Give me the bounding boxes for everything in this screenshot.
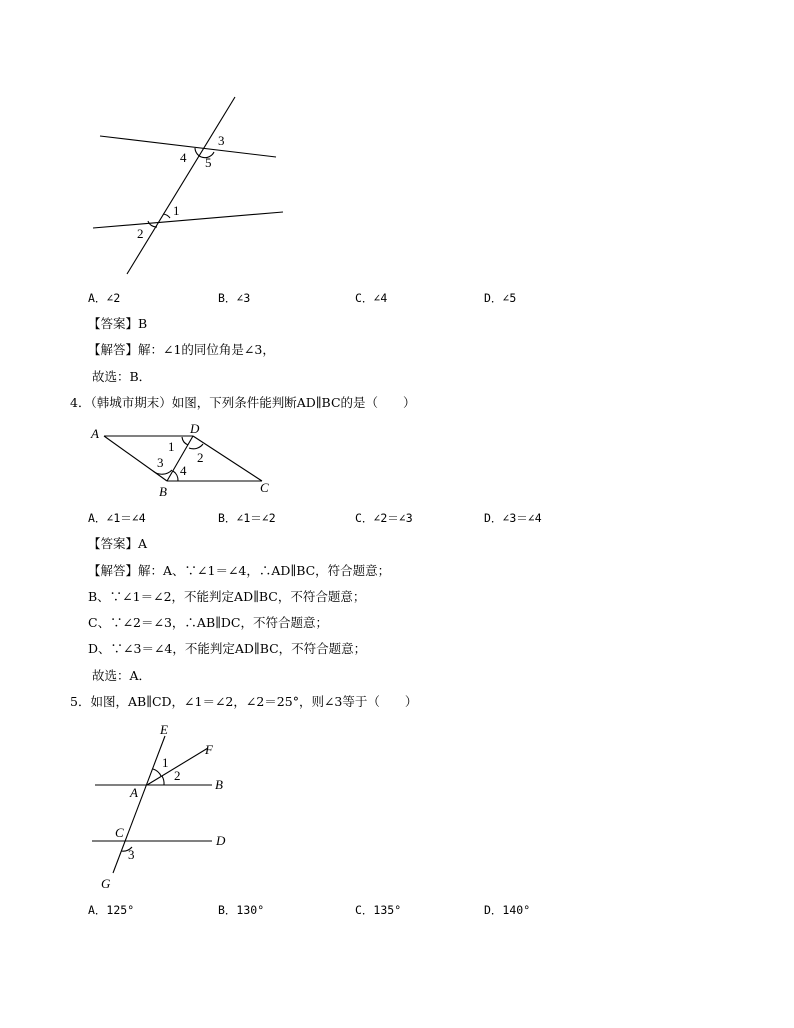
q3-option-d: D．∠5 (484, 291, 517, 305)
q4-analysis-line-3: C、∵∠2＝∠3，∴AB∥DC，不符合题意； (88, 615, 328, 630)
q4-label-b: B (159, 484, 167, 499)
q4-label-3: 3 (157, 455, 164, 470)
q4-question: 4．（韩城市期末）如图，下列条件能判断AD∥BC的是（ ） (70, 395, 416, 410)
q4-label-c: C (260, 480, 269, 495)
q5-label-f: F (205, 742, 213, 757)
q5-label-1: 1 (162, 755, 169, 770)
q5-angle-arc-1 (153, 769, 161, 776)
q4-option-a: A．∠1＝∠4 (88, 511, 146, 525)
q4-label-4: 4 (180, 463, 187, 478)
q5-label-b: B (215, 777, 223, 792)
q3-label-1: 1 (173, 203, 180, 218)
q4-conclusion: 故选：A． (92, 668, 152, 683)
q3-label-5: 5 (205, 155, 212, 170)
q3-option-c: C．∠4 (355, 291, 388, 305)
q4-label-d: D (190, 421, 200, 436)
q5-label-c: C (115, 825, 124, 840)
q5-option-d: D．140° (484, 903, 531, 917)
q3-option-b: B．∠3 (218, 291, 251, 305)
q4-answer: 【答案】A (88, 536, 148, 551)
q4-option-c: C．∠2＝∠3 (355, 511, 413, 525)
q4-option-d: D．∠3＝∠4 (484, 511, 542, 525)
q5-label-e: E (160, 722, 168, 737)
q4-label-1: 1 (168, 439, 175, 454)
q3-conclusion: 故选：B． (92, 369, 152, 384)
q5-label-2: 2 (174, 768, 181, 783)
q3-label-4: 4 (180, 150, 187, 165)
q5-label-d: D (216, 833, 226, 848)
q4-analysis-line-4: D、∵∠3＝∠4，不能判定AD∥BC，不符合题意； (88, 641, 367, 656)
q5-question: 5．如图，AB∥CD，∠1＝∠2，∠2＝25°，则∠3等于（ ） (70, 694, 418, 709)
q5-option-c: C．135° (355, 903, 402, 917)
q3-label-3: 3 (218, 133, 225, 148)
q5-line-eg (113, 736, 165, 873)
q4-option-b: B．∠1＝∠2 (218, 511, 276, 525)
q5-label-g: G (101, 876, 111, 891)
q5-label-a: A (130, 785, 138, 800)
q4-analysis-line-1: 【解答】解：A、∵∠1＝∠4，∴AD∥BC，符合题意； (88, 563, 391, 578)
q3-analysis: 【解答】解：∠1的同位角是∠3， (88, 342, 275, 357)
q4-analysis-line-2: B、∵∠1＝∠2，不能判定AD∥BC，不符合题意； (88, 589, 366, 604)
q5-label-3: 3 (128, 847, 135, 862)
q5-angle-arc-2 (162, 776, 164, 785)
q5-option-a: A．125° (88, 903, 135, 917)
q3-answer: 【答案】B (88, 316, 148, 331)
q3-option-a: A．∠2 (88, 291, 121, 305)
q4-label-a: A (91, 426, 99, 441)
q4-label-2: 2 (197, 450, 204, 465)
q3-label-2: 2 (137, 226, 144, 241)
q5-option-b: B．130° (218, 903, 265, 917)
